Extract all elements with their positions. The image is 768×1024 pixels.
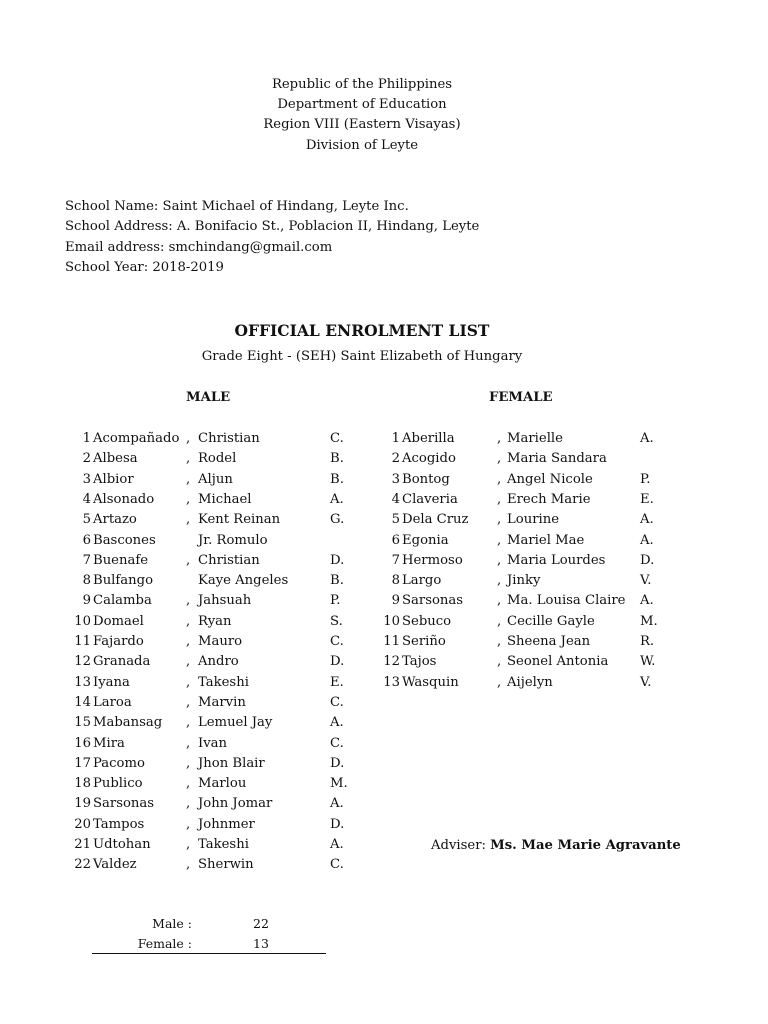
female-comma: ,	[497, 491, 502, 507]
male-last-name: Valdez	[93, 857, 137, 873]
male-number: 11	[74, 634, 91, 649]
female-last-name: Bontog	[402, 471, 450, 487]
adviser-label: Adviser:	[431, 838, 486, 853]
female-last-name: Egonia	[402, 532, 449, 548]
male-first-name: Takeshi	[198, 837, 249, 852]
page-subtitle: Grade Eight - (SEH) Saint Elizabeth of Hungary	[201, 349, 523, 364]
female-first-name: Jinky	[507, 573, 541, 589]
female-number: 13	[383, 674, 400, 690]
male-first-name: Kaye Angeles	[198, 573, 289, 589]
male-number: 20	[74, 816, 91, 832]
male-last-name: Publico	[93, 776, 143, 792]
male-middle-initial: C.	[330, 694, 344, 710]
male-last-name: Mabansag	[93, 715, 163, 731]
male-number: 3	[82, 471, 91, 487]
male-last-name: Domael	[93, 613, 144, 629]
male-comma: ,	[186, 735, 191, 751]
male-comma: ,	[186, 776, 191, 792]
totals-underline	[92, 953, 326, 954]
male-number: 4	[82, 491, 91, 507]
male-last-name: Albesa	[93, 451, 138, 467]
male-comma: ,	[186, 613, 191, 629]
header-region: Region VIII (Eastern Visayas)	[263, 117, 461, 132]
female-comma: ,	[497, 674, 502, 690]
male-middle-initial: A.	[330, 715, 344, 731]
female-middle-initial: A.	[640, 532, 654, 548]
male-first-name: Jhon Blair	[198, 755, 265, 771]
male-last-name: Acompañado	[93, 431, 180, 446]
male-first-name: Jahsuah	[198, 593, 252, 609]
female-comma: ,	[497, 431, 502, 446]
female-comma: ,	[497, 471, 502, 487]
female-number: 8	[391, 573, 400, 589]
male-middle-initial: B.	[330, 451, 344, 467]
male-first-name: Ryan	[198, 613, 232, 629]
male-middle-initial: D.	[330, 552, 345, 568]
male-comma: ,	[186, 694, 191, 710]
female-first-name: Ma. Louisa Claire	[507, 593, 626, 609]
male-last-name: Fajardo	[93, 634, 144, 649]
female-first-name: Cecille Gayle	[507, 613, 595, 629]
male-comma: ,	[186, 715, 191, 731]
male-number: 6	[82, 532, 91, 548]
female-number: 12	[383, 654, 400, 670]
male-first-name: Lemuel Jay	[198, 715, 273, 731]
male-first-name: Michael	[198, 491, 252, 507]
female-number: 6	[391, 532, 400, 548]
female-last-name: Claveria	[402, 491, 458, 507]
male-total-value: 22	[253, 916, 269, 931]
male-last-name: Laroa	[93, 694, 132, 710]
male-number: 15	[74, 715, 91, 731]
female-comma: ,	[497, 573, 502, 589]
male-last-name: Tampos	[93, 816, 145, 832]
female-middle-initial: R.	[640, 634, 655, 649]
female-first-name: Maria Sandara	[507, 451, 607, 467]
male-middle-initial: C.	[330, 857, 344, 873]
male-comma: ,	[186, 755, 191, 771]
male-last-name: Artazo	[93, 512, 137, 528]
male-first-name: Marvin	[198, 694, 246, 710]
male-comma: ,	[186, 552, 191, 568]
male-middle-initial: C.	[330, 735, 344, 751]
female-last-name: Acogido	[402, 451, 456, 467]
male-middle-initial: C.	[330, 634, 344, 649]
male-last-name: Mira	[93, 735, 125, 751]
male-number: 14	[74, 694, 91, 710]
male-comma: ,	[186, 593, 191, 609]
female-heading: FEMALE	[489, 390, 553, 405]
female-middle-initial: A.	[640, 431, 654, 446]
male-last-name: Bascones	[93, 532, 156, 548]
male-middle-initial: D.	[330, 755, 345, 771]
school-name: School Name: Saint Michael of Hindang, Leyte Inc.	[65, 199, 409, 214]
male-first-name: Andro	[198, 654, 239, 670]
male-number: 10	[74, 613, 91, 629]
male-middle-initial: A.	[330, 837, 344, 852]
male-number: 13	[74, 674, 91, 690]
male-first-name: Ivan	[198, 735, 228, 751]
male-last-name: Udtohan	[93, 837, 151, 852]
female-first-name: Erech Marie	[507, 491, 591, 507]
male-first-name: Christian	[198, 431, 260, 446]
female-number: 4	[391, 491, 400, 507]
male-number: 5	[82, 512, 91, 528]
female-first-name: Seonel Antonia	[507, 654, 609, 670]
male-comma: ,	[186, 857, 191, 873]
male-middle-initial: M.	[330, 776, 348, 792]
female-number: 5	[391, 512, 400, 528]
male-comma: ,	[186, 471, 191, 487]
female-number: 9	[391, 593, 400, 609]
female-comma: ,	[497, 593, 502, 609]
female-last-name: Wasquin	[402, 674, 459, 690]
female-comma: ,	[497, 613, 502, 629]
male-last-name: Iyana	[93, 674, 130, 690]
female-middle-initial: V.	[640, 674, 652, 690]
male-first-name: Jr. Romulo	[198, 532, 268, 548]
female-first-name: Angel Nicole	[507, 471, 593, 487]
male-last-name: Pacomo	[93, 755, 145, 771]
female-first-name: Mariel Mae	[507, 532, 585, 548]
male-number: 7	[82, 552, 91, 568]
female-number: 3	[391, 471, 400, 487]
female-last-name: Sebuco	[402, 613, 452, 629]
male-last-name: Albior	[93, 471, 134, 487]
male-middle-initial: S.	[330, 613, 343, 629]
male-number: 16	[74, 735, 91, 751]
female-last-name: Hermoso	[402, 552, 463, 568]
male-number: 17	[74, 755, 91, 771]
male-middle-initial: P.	[330, 593, 341, 609]
female-middle-initial: E.	[640, 491, 654, 507]
male-comma: ,	[186, 451, 191, 467]
male-comma: ,	[186, 674, 191, 690]
school-year: School Year: 2018-2019	[65, 260, 224, 275]
female-last-name: Aberilla	[402, 431, 455, 446]
female-last-name: Sarsonas	[402, 593, 464, 609]
male-middle-initial: A.	[330, 491, 344, 507]
female-middle-initial: A.	[640, 593, 654, 609]
male-middle-initial: G.	[330, 512, 345, 528]
male-first-name: Mauro	[198, 634, 243, 649]
male-last-name: Calamba	[93, 593, 152, 609]
male-comma: ,	[186, 654, 191, 670]
male-number: 8	[82, 573, 91, 589]
female-number: 11	[383, 634, 400, 649]
male-middle-initial: B.	[330, 573, 344, 589]
header-department: Department of Education	[277, 97, 447, 112]
female-last-name: Tajos	[402, 654, 437, 670]
female-middle-initial: V.	[640, 573, 652, 589]
male-middle-initial: E.	[330, 674, 344, 690]
male-comma: ,	[186, 491, 191, 507]
female-last-name: Dela Cruz	[402, 512, 469, 528]
male-first-name: Christian	[198, 552, 260, 568]
male-heading: MALE	[186, 390, 231, 405]
male-first-name: Aljun	[198, 471, 233, 487]
male-middle-initial: A.	[330, 796, 344, 812]
school-address: School Address: A. Bonifacio St., Poblacion II, Hindang, Leyte	[65, 219, 480, 234]
female-comma: ,	[497, 451, 502, 467]
male-middle-initial: D.	[330, 816, 345, 832]
male-first-name: Sherwin	[198, 857, 254, 873]
header-division: Division of Leyte	[305, 138, 419, 153]
female-middle-initial: M.	[640, 613, 658, 629]
male-first-name: John Jomar	[198, 796, 273, 812]
male-number: 19	[74, 796, 91, 812]
male-total-label: Male :	[152, 916, 192, 931]
female-comma: ,	[497, 512, 502, 528]
female-number: 10	[383, 613, 400, 629]
male-number: 9	[82, 593, 91, 609]
female-middle-initial: P.	[640, 471, 651, 487]
female-middle-initial: W.	[640, 654, 656, 670]
school-email: Email address: smchindang@gmail.com	[65, 240, 333, 255]
male-number: 21	[74, 837, 91, 852]
female-first-name: Maria Lourdes	[507, 552, 606, 568]
page-title: OFFICIAL ENROLMENT LIST	[234, 321, 490, 340]
header-republic: Republic of the Philippines	[271, 77, 453, 92]
male-last-name: Buenafe	[93, 552, 149, 568]
female-comma: ,	[497, 634, 502, 649]
female-first-name: Lourine	[507, 512, 560, 528]
male-comma: ,	[186, 634, 191, 649]
male-number: 18	[74, 776, 91, 792]
male-last-name: Sarsonas	[93, 796, 155, 812]
female-first-name: Marielle	[507, 431, 563, 446]
male-number: 12	[74, 654, 91, 670]
male-middle-initial: C.	[330, 431, 344, 446]
female-total-label: Female :	[137, 936, 192, 951]
male-first-name: Takeshi	[198, 674, 249, 690]
female-middle-initial: A.	[640, 512, 654, 528]
female-number: 7	[391, 552, 400, 568]
male-number: 22	[74, 857, 91, 873]
male-middle-initial: B.	[330, 471, 344, 487]
female-comma: ,	[497, 552, 502, 568]
male-first-name: Rodel	[198, 451, 237, 467]
male-comma: ,	[186, 431, 191, 446]
male-comma: ,	[186, 796, 191, 812]
female-number: 2	[391, 451, 400, 467]
female-first-name: Sheena Jean	[507, 634, 591, 649]
male-middle-initial: D.	[330, 654, 345, 670]
male-first-name: Johnmer	[198, 816, 255, 832]
female-number: 1	[391, 431, 400, 446]
male-number: 2	[82, 451, 91, 467]
female-last-name: Seriño	[402, 634, 446, 649]
male-comma: ,	[186, 837, 191, 852]
female-last-name: Largo	[402, 573, 442, 589]
male-comma: ,	[186, 512, 191, 528]
male-last-name: Granada	[93, 654, 151, 670]
male-comma: ,	[186, 816, 191, 832]
female-middle-initial: D.	[640, 552, 655, 568]
male-first-name: Kent Reinan	[198, 512, 281, 528]
female-total-value: 13	[253, 936, 269, 951]
adviser-name: Ms. Mae Marie Agravante	[490, 838, 681, 853]
male-last-name: Alsonado	[93, 491, 155, 507]
adviser	[431, 838, 681, 853]
female-comma: ,	[497, 654, 502, 670]
male-last-name: Bulfango	[93, 573, 154, 589]
female-comma: ,	[497, 532, 502, 548]
male-number: 1	[82, 431, 91, 446]
male-first-name: Marlou	[198, 776, 247, 792]
female-first-name: Aijelyn	[507, 674, 553, 690]
